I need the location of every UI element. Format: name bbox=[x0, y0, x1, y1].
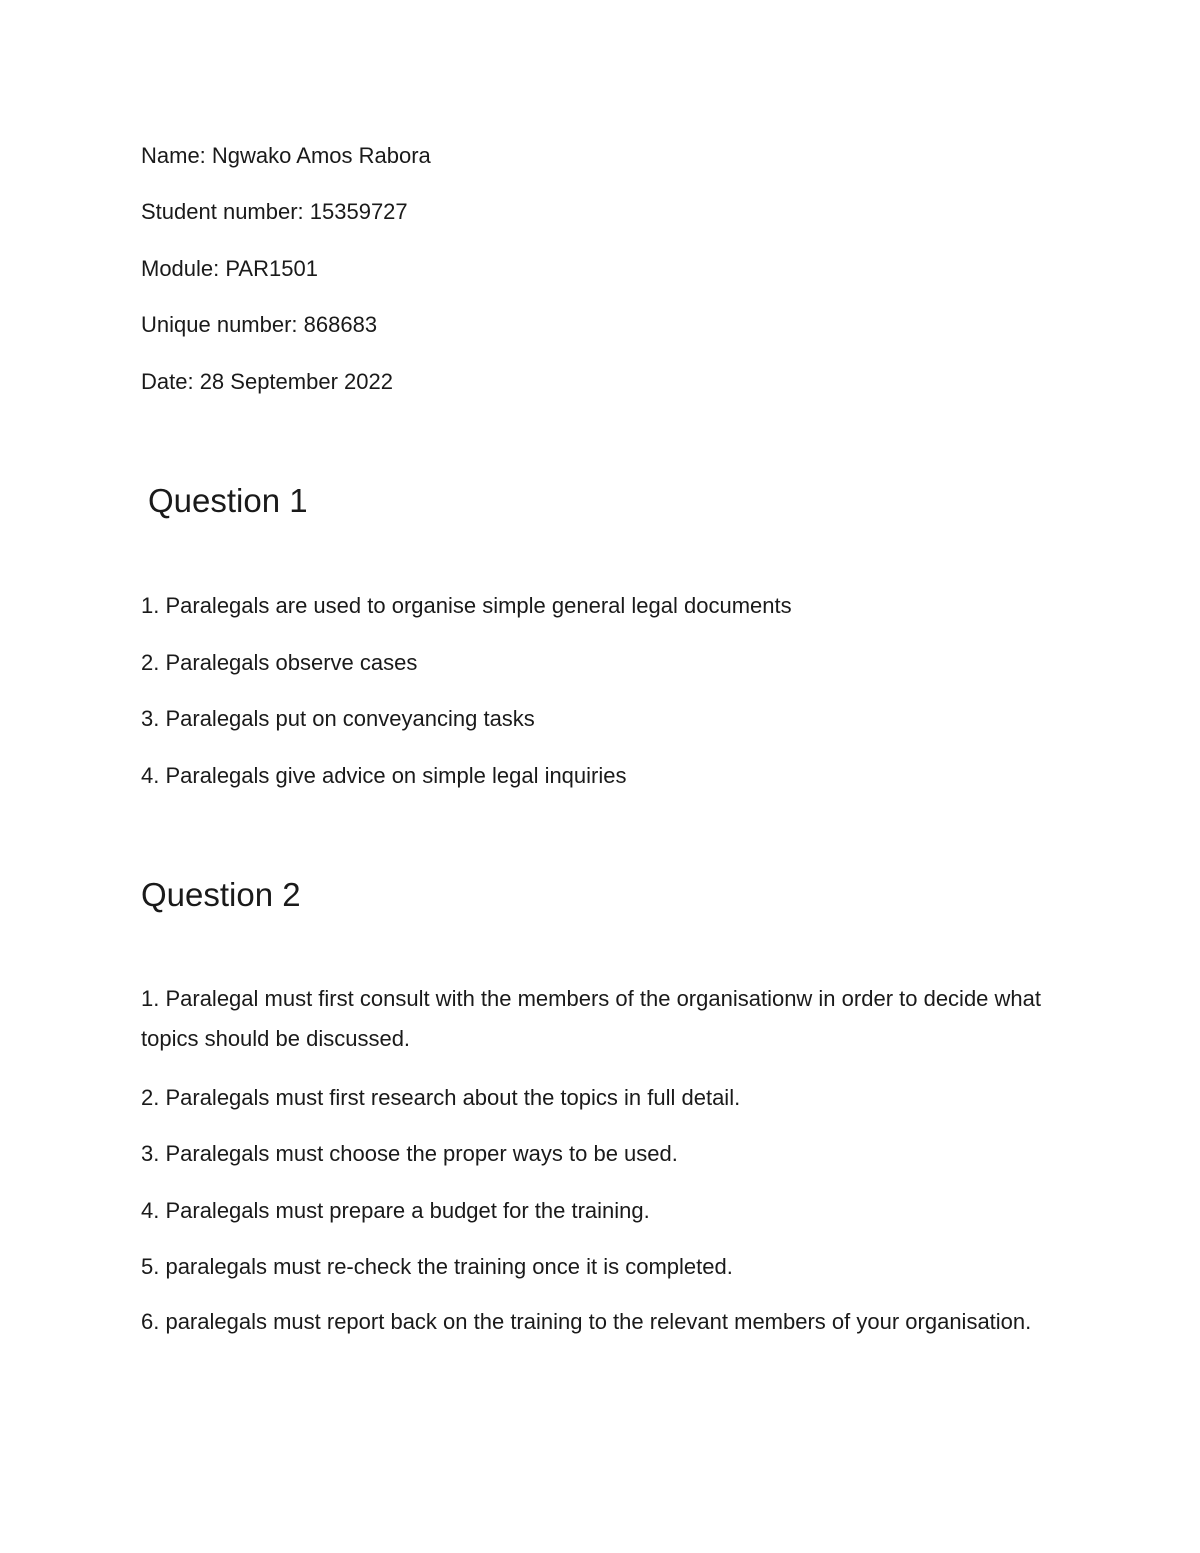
question-1-heading: Question 1 bbox=[148, 482, 308, 519]
submission-date: Date: 28 September 2022 bbox=[141, 369, 393, 394]
student-number: Student number: 15359727 bbox=[141, 199, 408, 224]
question-2-item: 2. Paralegals must first research about the topics in full detail. bbox=[141, 1085, 741, 1110]
question-1-item: 4. Paralegals give advice on simple legal inquiries bbox=[141, 763, 627, 788]
question-2-item: 6. paralegals must report back on the training to the relevant members of your organisation. bbox=[141, 1309, 1032, 1334]
question-1-item: 3. Paralegals put on conveyancing tasks bbox=[141, 706, 535, 731]
unique-number: Unique number: 868683 bbox=[141, 312, 378, 337]
question-1-item: 2. Paralegals observe cases bbox=[141, 650, 418, 675]
student-name: Name: Ngwako Amos Rabora bbox=[141, 143, 431, 168]
question-1-item: 1. Paralegals are used to organise simple general legal documents bbox=[141, 593, 792, 618]
question-2-heading: Question 2 bbox=[141, 876, 301, 913]
question-2-item: 3. Paralegals must choose the proper ways to be used. bbox=[141, 1141, 678, 1166]
question-2-item: 5. paralegals must re-check the training once it is completed. bbox=[141, 1254, 733, 1279]
question-2-item: 4. Paralegals must prepare a budget for the training. bbox=[141, 1198, 650, 1223]
question-2-item: 1. Paralegal must first consult with the members of the organisationw in order to decide what topics should be discussed. bbox=[141, 986, 1042, 1051]
module-code: Module: PAR1501 bbox=[141, 256, 318, 281]
